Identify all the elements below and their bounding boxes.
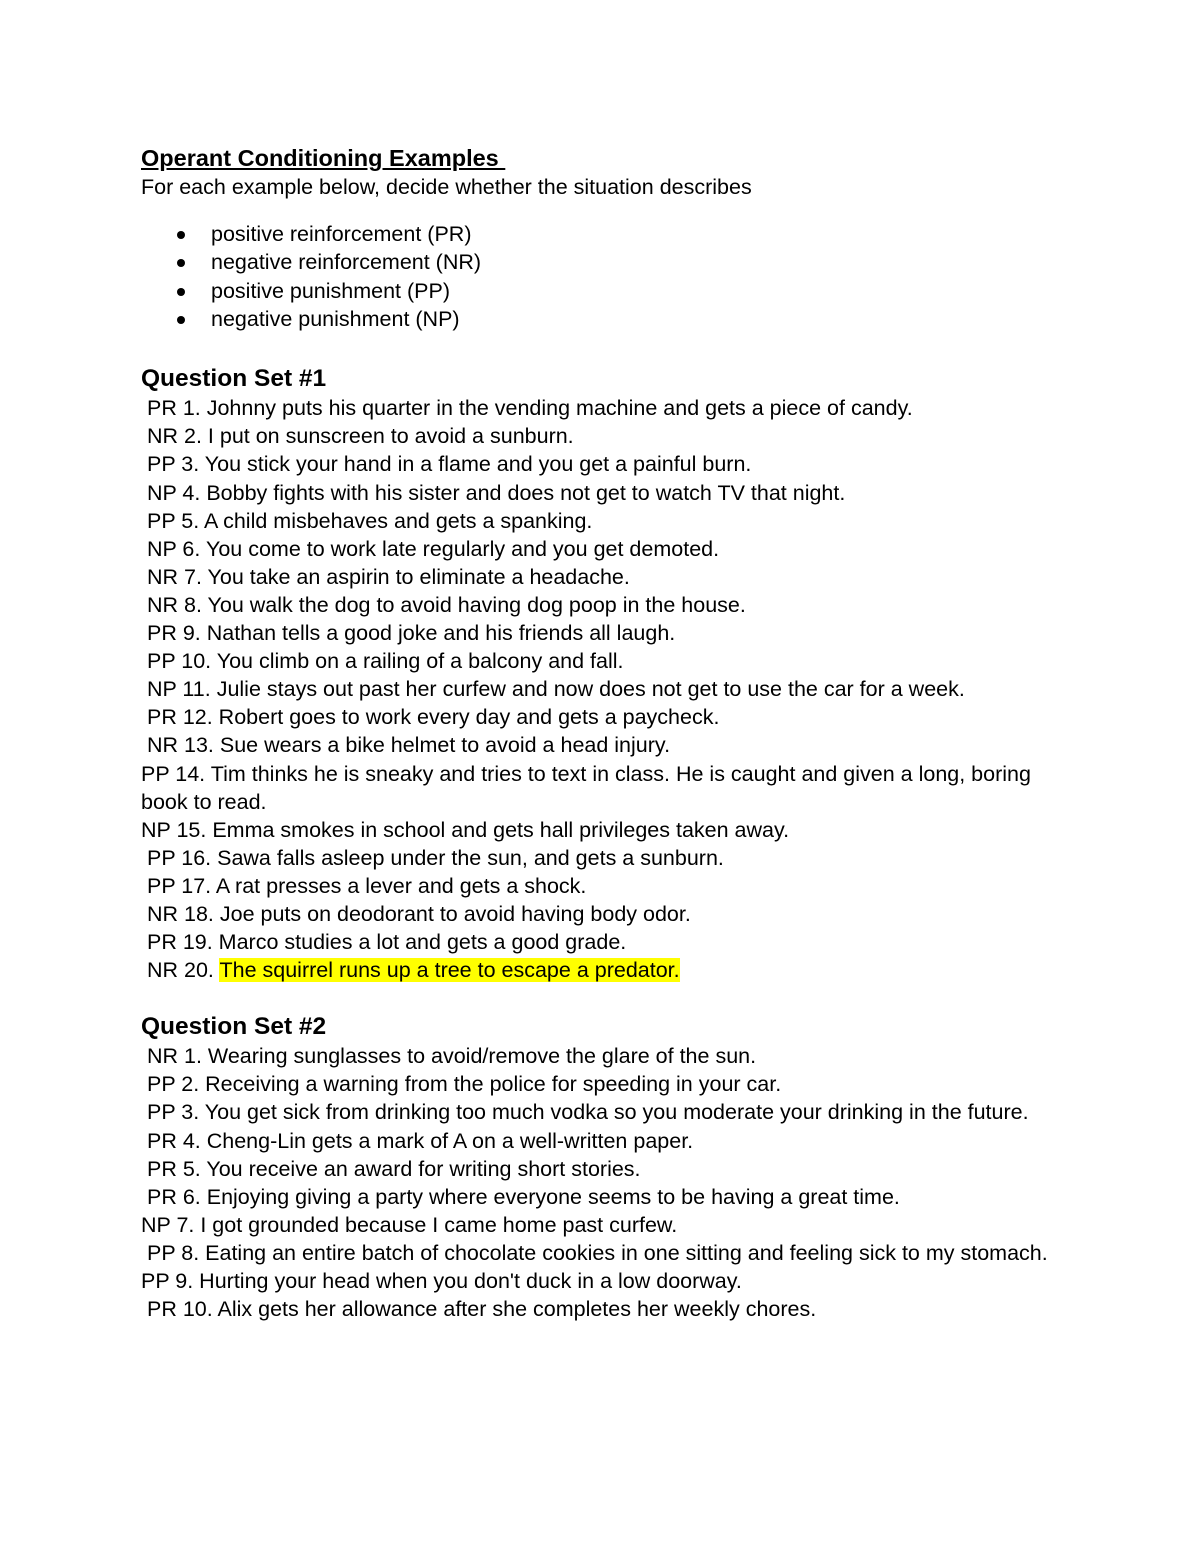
category-label: negative punishment (NP) bbox=[211, 306, 460, 331]
item-text: NR 2. I put on sunscreen to avoid a sunburn. bbox=[146, 424, 574, 449]
question-item bbox=[141, 1098, 1061, 1126]
question-item bbox=[141, 872, 1061, 900]
item-text: NR 1. Wearing sunglasses to avoid/remove the glare of the sun. bbox=[146, 1044, 757, 1069]
question-item bbox=[141, 535, 1061, 563]
item-text: PP 16. Sawa falls asleep under the sun, and gets a sunburn. bbox=[146, 845, 724, 870]
category-label: positive reinforcement (PR) bbox=[211, 222, 472, 247]
item-text: NP 4. Bobby fights with his sister and does not get to watch TV that night. bbox=[146, 480, 846, 505]
question-item bbox=[141, 619, 1061, 647]
item-text: PP 9. Hurting your head when you don't duck in a low doorway. bbox=[141, 1269, 742, 1293]
category-item bbox=[141, 248, 1061, 276]
question-item-highlighted bbox=[141, 956, 1061, 984]
question-item bbox=[141, 563, 1061, 591]
item-prefix: NR 20. bbox=[141, 958, 220, 983]
question-item bbox=[141, 394, 1061, 422]
item-text: PR 9. Nathan tells a good joke and his friends all laugh. bbox=[146, 621, 676, 646]
category-label: positive punishment (PP) bbox=[211, 278, 450, 303]
question-item bbox=[141, 844, 1061, 872]
category-label: negative reinforcement (NR) bbox=[211, 250, 482, 275]
item-text: NR 18. Joe puts on deodorant to avoid having body odor. bbox=[146, 901, 691, 926]
item-text: NR 7. You take an aspirin to eliminate a headache. bbox=[146, 564, 630, 589]
item-text: PR 6. Enjoying giving a party where everyone seems to be having a great time. bbox=[146, 1184, 900, 1209]
item-text: NR 13. Sue wears a bike helmet to avoid a head injury. bbox=[146, 733, 671, 758]
question-item bbox=[141, 591, 1061, 619]
question-item bbox=[141, 703, 1061, 731]
question-item bbox=[141, 928, 1061, 956]
question-item bbox=[141, 1295, 1061, 1323]
question-item bbox=[141, 1070, 1061, 1098]
item-text: PR 10. Alix gets her allowance after she completes her weekly chores. bbox=[146, 1297, 817, 1322]
question-item bbox=[141, 1239, 1061, 1267]
question-item bbox=[141, 1211, 1061, 1239]
question-item bbox=[141, 422, 1061, 450]
item-text: PR 12. Robert goes to work every day and gets a paycheck. bbox=[146, 705, 720, 730]
question-item bbox=[141, 760, 1061, 816]
intro-text: For each example below, decide whether the situation describes bbox=[141, 175, 752, 199]
question-item bbox=[141, 1183, 1061, 1211]
question-item bbox=[141, 647, 1061, 675]
bullet-icon bbox=[177, 288, 185, 296]
item-text: NP 15. Emma smokes in school and gets hall privileges taken away. bbox=[141, 817, 790, 842]
bullet-icon bbox=[177, 231, 185, 239]
item-text: NP 6. You come to work late regularly and you get demoted. bbox=[146, 536, 720, 561]
question-item bbox=[141, 1042, 1061, 1070]
question-set-1-list bbox=[141, 394, 1061, 984]
item-text: PP 3. You get sick from drinking too much vodka so you moderate your drinking in the future. bbox=[146, 1100, 1029, 1125]
document-title: Operant Conditioning Examples bbox=[141, 145, 506, 171]
question-set-2-heading: Question Set #2 bbox=[141, 1013, 327, 1041]
question-item bbox=[141, 507, 1061, 535]
highlighted-text: The squirrel runs up a tree to escape a predator. bbox=[219, 958, 680, 983]
question-item bbox=[141, 1155, 1061, 1183]
question-item bbox=[141, 816, 1061, 844]
item-text: NR 8. You walk the dog to avoid having dog poop in the house. bbox=[146, 592, 746, 617]
question-item bbox=[141, 675, 1061, 703]
question-item bbox=[141, 900, 1061, 928]
question-set-2-list bbox=[141, 1042, 1061, 1323]
question-item bbox=[141, 1267, 1061, 1295]
item-text: NP 7. I got grounded because I came home past curfew. bbox=[141, 1212, 678, 1237]
item-text: NP 11. Julie stays out past her curfew and now does not get to use the car for a week. bbox=[146, 677, 965, 702]
question-set-1-heading: Question Set #1 bbox=[141, 365, 327, 393]
item-text: PP 8. Eating an entire batch of chocolate cookies in one sitting and feeling sick to my stomach. bbox=[146, 1240, 1048, 1265]
item-text: PR 1. Johnny puts his quarter in the vending machine and gets a piece of candy. bbox=[146, 396, 913, 421]
item-text: PP 2. Receiving a warning from the police for speeding in your car. bbox=[146, 1072, 782, 1097]
item-text: PP 3. You stick your hand in a flame and you get a painful burn. bbox=[146, 452, 752, 477]
question-item bbox=[141, 731, 1061, 759]
bullet-icon bbox=[177, 259, 185, 267]
item-text: PR 4. Cheng-Lin gets a mark of A on a well-written paper. bbox=[146, 1128, 694, 1153]
category-item bbox=[141, 305, 1061, 333]
question-item bbox=[141, 479, 1061, 507]
bullet-icon bbox=[177, 316, 185, 324]
item-text: PR 5. You receive an award for writing short stories. bbox=[146, 1156, 641, 1181]
item-text: PP 10. You climb on a railing of a balcony and fall. bbox=[146, 649, 624, 674]
item-text: PP 5. A child misbehaves and gets a spanking. bbox=[146, 508, 593, 533]
item-text: PR 19. Marco studies a lot and gets a good grade. bbox=[146, 930, 627, 955]
item-text: PP 17. A rat presses a lever and gets a shock. bbox=[146, 873, 587, 898]
question-item bbox=[141, 450, 1061, 478]
category-item bbox=[141, 277, 1061, 305]
category-list bbox=[141, 220, 1061, 333]
category-item bbox=[141, 220, 1061, 248]
question-item bbox=[141, 1127, 1061, 1155]
item-text: PP 14. Tim thinks he is sneaky and tries to text in class. He is caught and given a long, boring book to read. bbox=[141, 761, 1031, 814]
document-content bbox=[141, 143, 1061, 1323]
